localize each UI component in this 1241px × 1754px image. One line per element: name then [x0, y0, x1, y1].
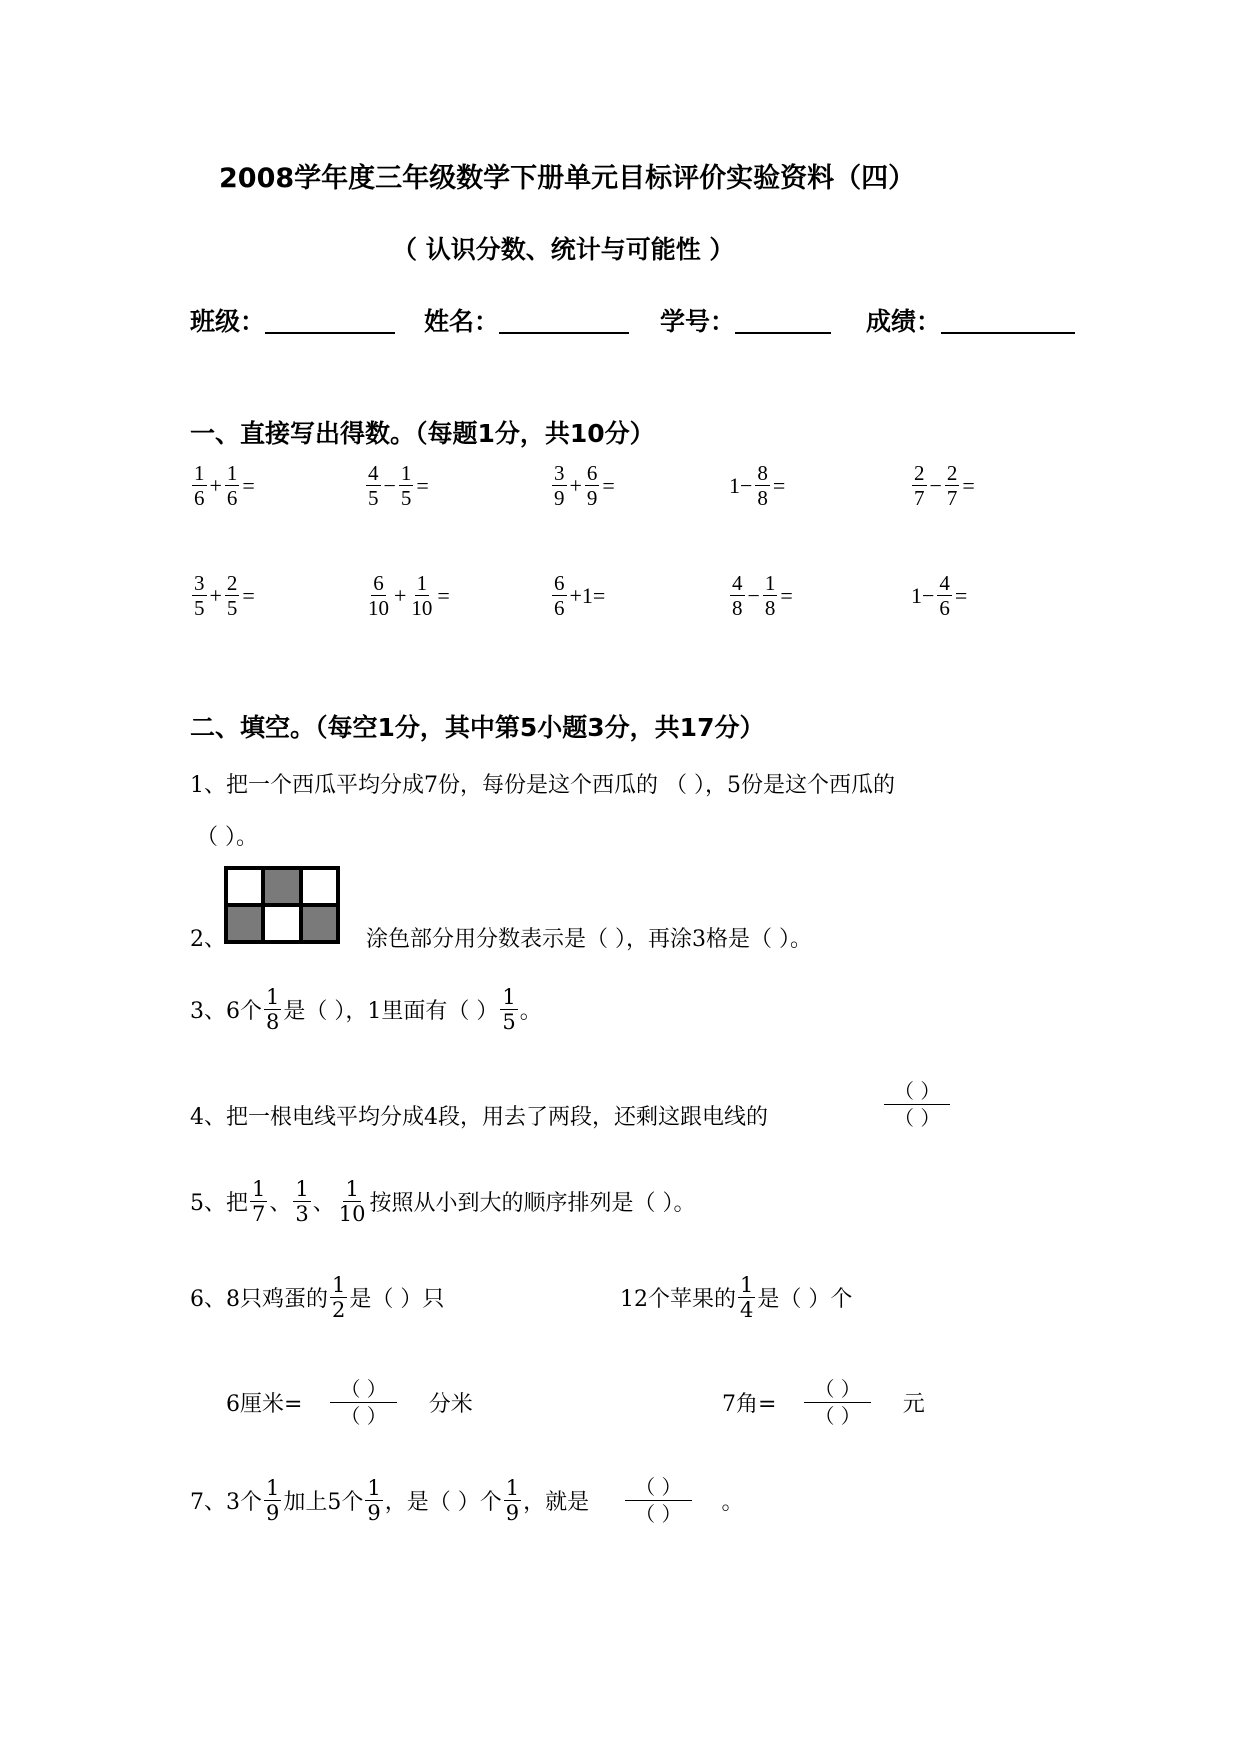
- answer-fraction-blank[interactable]: [330, 1378, 396, 1427]
- fraction: [293, 1178, 310, 1225]
- equals-sign: =: [962, 472, 975, 498]
- fraction: [500, 986, 517, 1033]
- equals-sign: =: [602, 472, 615, 498]
- arithmetic-problem: [190, 572, 256, 619]
- blank-denominator[interactable]: （ ）: [635, 1502, 682, 1526]
- fraction: [337, 1178, 368, 1225]
- denominator: 5: [226, 596, 238, 621]
- denominator: 5: [502, 1010, 516, 1035]
- question-2-prefix: 2、: [190, 927, 226, 952]
- fraction: [366, 572, 391, 619]
- fraction: [225, 462, 240, 509]
- fraction: [912, 462, 927, 509]
- q7-text-2: 加上5个: [283, 1490, 364, 1515]
- arithmetic-problem: [728, 572, 794, 619]
- blank-numerator[interactable]: （ ）: [804, 1378, 870, 1403]
- question-2-text: 涂色部分用分数表示是（ ），再涂3格是（ ）。: [366, 927, 812, 952]
- equals-sign: =: [437, 582, 450, 608]
- numerator: 1: [266, 985, 280, 1009]
- equals-sign: =: [772, 472, 786, 498]
- question-6a: [190, 1274, 444, 1321]
- denominator: 9: [266, 1501, 280, 1525]
- denominator: 6: [939, 596, 950, 621]
- denominator: 6: [194, 486, 205, 511]
- grid-cell-empty: [263, 905, 300, 942]
- denominator: 5: [400, 486, 412, 511]
- operator: +: [209, 472, 222, 498]
- question-6c: [226, 1378, 473, 1427]
- q6b-text-2: 是（ ）个: [757, 1287, 853, 1313]
- numerator: 6: [554, 571, 565, 595]
- arithmetic-problem: [728, 462, 786, 509]
- class-blank[interactable]: [265, 332, 395, 334]
- numerator: 1: [266, 1475, 280, 1500]
- denominator: 8: [757, 486, 768, 511]
- q3-text-1: 3、6个: [190, 999, 262, 1025]
- fraction: [585, 462, 600, 509]
- fraction: [264, 1477, 281, 1524]
- numerator: 4: [732, 571, 743, 595]
- q6a-text-1: 6、8只鸡蛋的: [190, 1287, 328, 1313]
- fraction: [399, 462, 414, 509]
- numerator: 3: [554, 461, 565, 485]
- denominator: 10: [368, 596, 389, 621]
- equals-sign: =: [242, 582, 255, 608]
- numerator: 1: [764, 571, 776, 595]
- section2-heading: 二、填空。（每空1分，其中第5小题3分，共17分）: [190, 713, 765, 742]
- numerator: 1: [367, 1475, 381, 1500]
- numerator: 2: [226, 571, 238, 595]
- denominator: 3: [295, 1202, 309, 1227]
- fraction: [945, 462, 960, 509]
- fraction: [330, 1274, 347, 1321]
- grid-cell-empty: [301, 868, 338, 905]
- denominator: 6: [226, 486, 238, 511]
- numerator: 1: [295, 1177, 309, 1201]
- fraction: [409, 572, 434, 619]
- name-field: [424, 302, 629, 338]
- q7-text-3: ，是（ ）个: [384, 1490, 502, 1515]
- grid-cell-shaded: [263, 868, 300, 905]
- blank-denominator[interactable]: （ ）: [894, 1106, 941, 1130]
- denominator: 10: [411, 596, 433, 621]
- denominator: 5: [194, 596, 205, 621]
- numerator: 1: [226, 461, 238, 485]
- denominator: 4: [740, 1298, 754, 1323]
- q3-text-2: 是（ ），1里面有（ ）: [283, 999, 499, 1025]
- fraction: [192, 462, 207, 509]
- separator: 、: [312, 1191, 335, 1217]
- score-field: [866, 302, 1075, 338]
- question-7: [190, 1476, 744, 1525]
- numerator: 4: [368, 461, 379, 485]
- denominator: 8: [764, 596, 776, 621]
- numerator: 1: [332, 1273, 346, 1297]
- numerator: 1: [740, 1273, 754, 1297]
- numerator: 1: [502, 985, 516, 1009]
- numerator: 1: [505, 1475, 520, 1500]
- fraction: [738, 1274, 755, 1321]
- question-6d: [722, 1378, 925, 1427]
- question-3: [190, 986, 542, 1033]
- arithmetic-problem: [550, 462, 616, 509]
- fraction: [225, 572, 240, 619]
- question-6b: [620, 1274, 852, 1321]
- denominator: 7: [946, 486, 958, 511]
- q7-text-1: 7、3个: [190, 1490, 262, 1515]
- answer-fraction-blank[interactable]: [884, 1080, 950, 1129]
- arithmetic-problem: [364, 462, 430, 509]
- answer-fraction-blank[interactable]: [804, 1378, 870, 1427]
- blank-numerator[interactable]: （ ）: [330, 1378, 396, 1403]
- q3-text-3: 。: [519, 999, 542, 1025]
- denominator: 7: [914, 486, 925, 511]
- arithmetic-problem: [190, 462, 256, 509]
- q5-text-2: 按照从小到大的顺序排列是（ ）。: [369, 1191, 696, 1217]
- fraction: [192, 572, 207, 619]
- question-4-text: 4、把一根电线平均分成4段，用去了两段，还剩这跟电线的: [190, 1105, 768, 1130]
- fraction: [937, 572, 952, 619]
- fraction: [366, 462, 381, 509]
- page-subtitle: （ 认识分数、统计与可能性 ）: [392, 235, 735, 264]
- shaded-grid: [224, 866, 340, 944]
- operator: −: [929, 472, 942, 498]
- score-blank[interactable]: [941, 332, 1075, 334]
- numerator: 1: [416, 571, 428, 595]
- fraction: [552, 572, 567, 619]
- denominator: 9: [586, 486, 598, 511]
- denominator: 10: [338, 1202, 366, 1227]
- operator: 1−: [729, 472, 753, 498]
- denominator: 2: [332, 1298, 346, 1323]
- question-1-line1: 1、把一个西瓜平均分成7份，每份是这个西瓜的 （ ），5份是这个西瓜的: [190, 773, 895, 798]
- name-blank[interactable]: [499, 332, 629, 334]
- operator: +: [569, 472, 582, 498]
- denominator: 5: [368, 486, 379, 511]
- numerator: 2: [946, 461, 958, 485]
- fraction: [365, 1477, 382, 1524]
- q7-text-4: ，就是: [523, 1490, 590, 1515]
- equals-sign: =: [416, 472, 429, 498]
- numerator: 4: [939, 571, 950, 595]
- question-5: [190, 1178, 696, 1225]
- denominator: 6: [554, 596, 565, 621]
- arithmetic-problem: [910, 572, 968, 619]
- grid-cell-shaded: [226, 905, 263, 942]
- denominator: 7: [252, 1202, 266, 1227]
- numerator: 3: [194, 571, 205, 595]
- fraction: [264, 986, 281, 1033]
- section1-heading: 一、直接写出得数。（每题1分，共10分）: [190, 419, 655, 448]
- separator: 、: [269, 1191, 292, 1217]
- blank-numerator[interactable]: （ ）: [884, 1080, 950, 1105]
- equals-sign: =: [780, 582, 793, 608]
- operator: +1=: [569, 582, 606, 608]
- blank-denominator[interactable]: （ ）: [814, 1404, 861, 1428]
- fraction: [504, 1477, 521, 1524]
- score-label: 成绩：: [866, 307, 942, 336]
- class-field: [190, 302, 395, 338]
- operator: −: [747, 582, 760, 608]
- equals-sign: =: [954, 582, 968, 608]
- q6b-text-1: 12个苹果的: [620, 1287, 736, 1313]
- fraction: [552, 462, 567, 509]
- fraction: [755, 462, 770, 509]
- denominator: 9: [367, 1501, 381, 1525]
- grid-cell-empty: [226, 868, 263, 905]
- q6c-text-2: 分米: [428, 1392, 473, 1417]
- number-blank[interactable]: [735, 332, 831, 334]
- operator: +: [394, 582, 407, 608]
- arithmetic-problem: [364, 572, 451, 619]
- blank-numerator[interactable]: （ ）: [625, 1476, 691, 1501]
- class-label: 班级：: [190, 307, 266, 336]
- numerator: 1: [194, 461, 205, 485]
- numerator: 2: [914, 461, 925, 485]
- operator: +: [209, 582, 222, 608]
- numerator: 6: [373, 571, 384, 595]
- fraction: [250, 1178, 267, 1225]
- number-label: 学号：: [660, 307, 736, 336]
- numerator: 1: [252, 1177, 266, 1201]
- equals-sign: =: [242, 472, 255, 498]
- name-label: 姓名：: [424, 307, 500, 336]
- grid-cell-shaded: [301, 905, 338, 942]
- blank-denominator[interactable]: （ ）: [340, 1404, 387, 1428]
- fraction: [763, 572, 778, 619]
- q5-text-1: 5、把: [190, 1191, 248, 1217]
- q6a-text-2: 是（ ）只: [349, 1287, 445, 1313]
- operator: −: [383, 472, 396, 498]
- numerator: 1: [400, 461, 412, 485]
- denominator: 8: [266, 1010, 280, 1035]
- q6d-text-2: 元: [902, 1392, 925, 1417]
- page-title: 2008学年度三年级数学下册单元目标评价实验资料（四）: [219, 163, 916, 194]
- arithmetic-problem: [550, 572, 606, 619]
- arithmetic-problem: [910, 462, 976, 509]
- denominator: 8: [732, 596, 743, 621]
- answer-fraction-blank[interactable]: [625, 1476, 691, 1525]
- denominator: 9: [554, 486, 565, 511]
- number-field: [660, 302, 831, 338]
- question-1-line2: （ ）。: [196, 825, 258, 850]
- q7-text-5: 。: [721, 1490, 744, 1515]
- q6d-text-1: 7角=: [722, 1392, 777, 1417]
- q6c-text-1: 6厘米=: [226, 1392, 303, 1417]
- numerator: 8: [757, 461, 768, 485]
- numerator: 1: [345, 1177, 359, 1201]
- operator: 1−: [911, 582, 935, 608]
- denominator: 9: [505, 1501, 520, 1525]
- fraction: [730, 572, 745, 619]
- numerator: 6: [586, 461, 598, 485]
